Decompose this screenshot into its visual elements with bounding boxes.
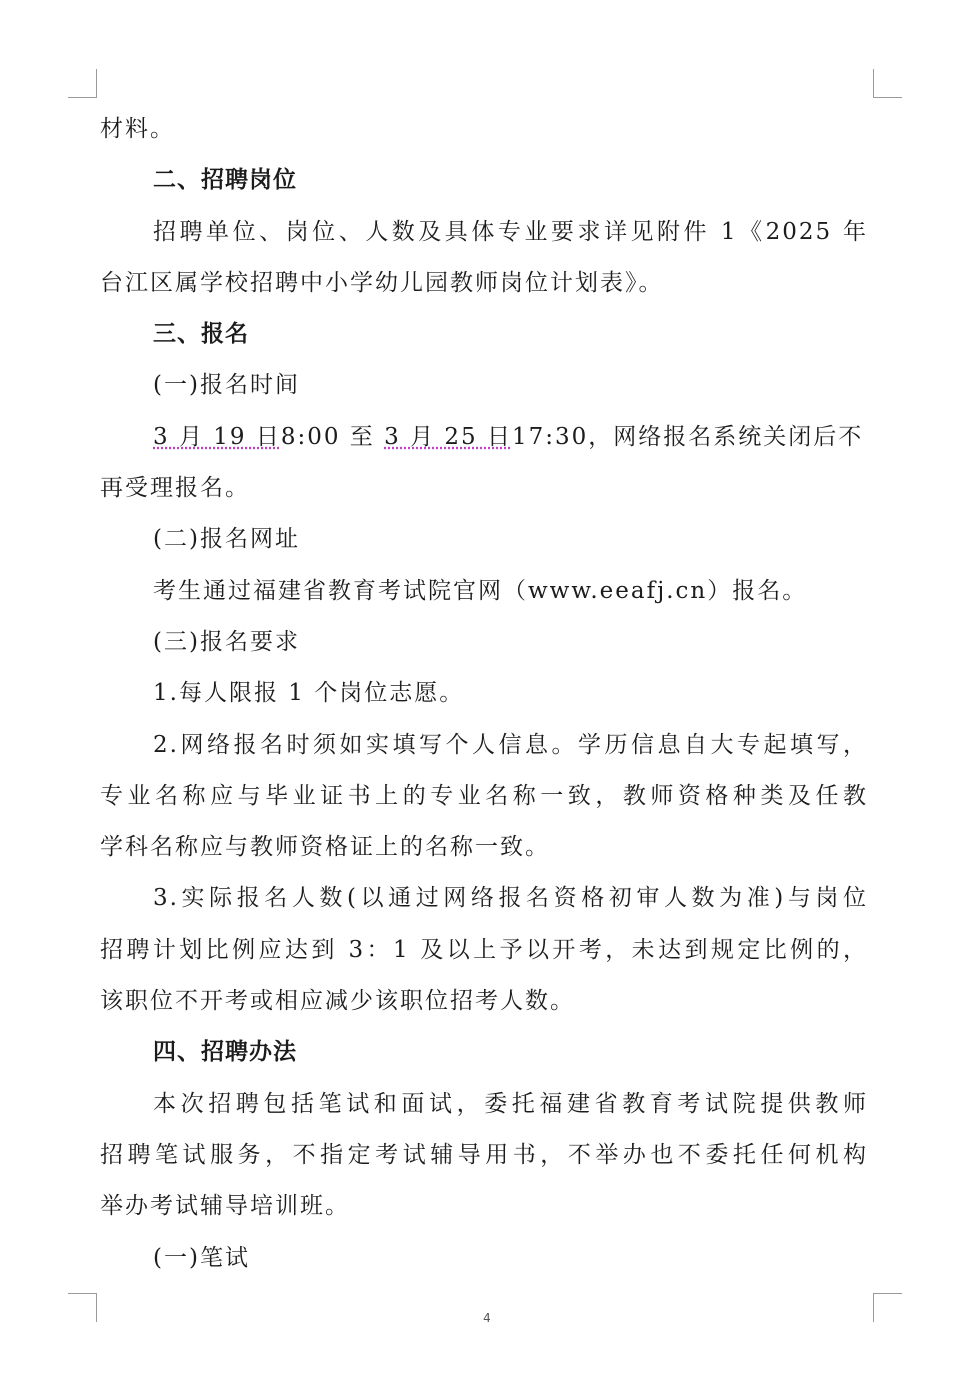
start-time: 8:00 至 xyxy=(280,423,385,450)
top-right-crop-mark xyxy=(873,69,902,98)
paragraph-line: 再受理报名。 xyxy=(100,475,250,502)
start-date: 3 月 19 日 xyxy=(153,423,281,450)
paragraph-line: 台江区属学校招聘中小学幼儿园教师岗位计划表》。 xyxy=(100,269,664,296)
paragraph-line: 举办考试辅导培训班。 xyxy=(100,1193,350,1220)
subheading-registration-website: (二)报名网址 xyxy=(153,526,300,553)
end-time-note: 17:30，网络报名系统关闭后不 xyxy=(511,423,864,450)
section-heading-positions: 二、招聘岗位 xyxy=(153,167,297,194)
paragraph-line-website: 考生通过福建省教育考试院官网（www.eeafj.cn）报名。 xyxy=(153,577,808,604)
paragraph-line: 招聘计划比例应达到 3：1 及以上予以开考，未达到规定比例的， xyxy=(100,936,868,963)
paragraph-line: 该职位不开考或相应减少该职位招考人数。 xyxy=(100,988,575,1015)
subheading-registration-requirements: (三)报名要求 xyxy=(153,628,300,655)
page-number: 4 xyxy=(483,1311,491,1325)
list-item: 3.实际报名人数(以通过网络报名资格初审人数为准)与岗位 xyxy=(153,885,868,912)
paragraph-line: 本次招聘包括笔试和面试，委托福建省教育考试院提供教师 xyxy=(153,1090,868,1117)
subheading-written-exam: (一)笔试 xyxy=(153,1244,250,1271)
top-left-crop-mark xyxy=(68,69,97,98)
paragraph-line: 专业名称应与毕业证书上的专业名称一致，教师资格种类及任教 xyxy=(100,782,868,809)
paragraph-line: 学科名称应与教师资格证上的名称一致。 xyxy=(100,834,550,861)
paragraph-line: 招聘单位、岗位、人数及具体专业要求详见附件 1《2025 年 xyxy=(153,218,868,245)
end-date: 3 月 25 日 xyxy=(384,423,512,450)
paragraph-line-registration-period xyxy=(100,412,872,463)
paragraph-line: 招聘笔试服务，不指定考试辅导用书，不举办也不委托任何机构 xyxy=(100,1141,868,1168)
subheading-registration-time: (一)报名时间 xyxy=(153,372,300,399)
section-heading-recruitment-method: 四、招聘办法 xyxy=(153,1039,297,1066)
list-item: 2.网络报名时须如实填写个人信息。学历信息自大专起填写， xyxy=(153,731,868,758)
list-item: 1.每人限报 1 个岗位志愿。 xyxy=(153,680,465,707)
document-body xyxy=(100,104,872,1284)
section-heading-registration: 三、报名 xyxy=(153,321,249,348)
paragraph-line: 材料。 xyxy=(100,116,175,142)
